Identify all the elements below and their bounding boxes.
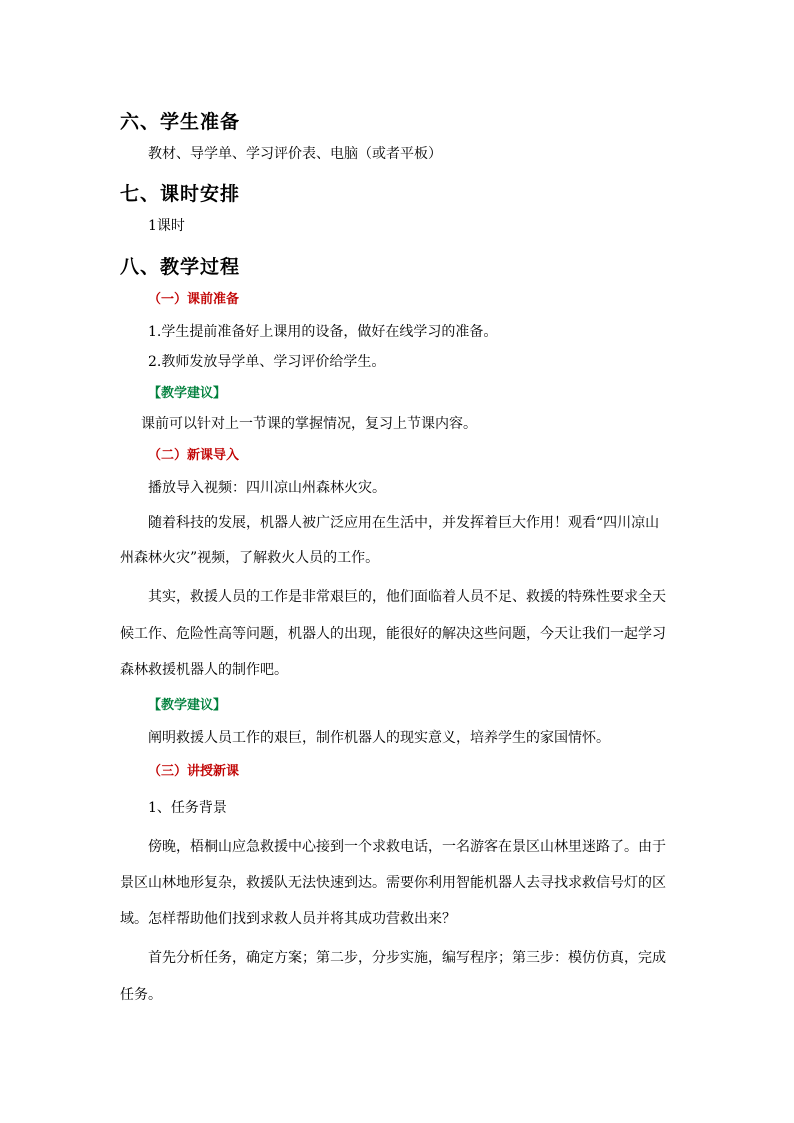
part3-subheading: 1、任务背景 — [148, 800, 227, 816]
part2-p2-line2: 州森林火灾”视频，了解救火人员的工作。 — [120, 550, 380, 566]
part1-title: （一）课前准备 — [148, 292, 240, 307]
part1-tip-body: 课前可以针对上一节课的掌握情况，复习上节课内容。 — [141, 416, 477, 432]
student-prep-text: 教材、导学单、学习评价表、电脑（或者平板） — [148, 146, 442, 162]
heading-schedule: 七、课时安排 — [120, 183, 241, 205]
part3-p1-line1: 傍晚，梧桐山应急救援中心接到一个求救电话，一名游客在景区山林里迷路了。由于 — [148, 839, 666, 855]
heading-teaching-process: 八、教学过程 — [120, 256, 241, 278]
part2-tip-body: 阐明救援人员工作的艰巨，制作机器人的现实意义，培养学生的家国情怀。 — [148, 730, 610, 746]
heading-student-prep: 六、学生准备 — [120, 111, 241, 133]
part1-item1: 1.学生提前准备好上课用的设备，做好在线学习的准备。 — [148, 324, 498, 340]
part2-p1: 播放导入视频：四川凉山州森林火灾。 — [148, 480, 386, 496]
part2-title: （二）新课导入 — [148, 448, 240, 463]
part3-p1-line2: 景区山林地形复杂，救援队无法快速到达。需要你利用智能机器人去寻找求救信号灯的区 — [120, 875, 666, 891]
part3-p2-line1: 首先分析任务，确定方案；第二步，分步实施，编写程序；第三步：模仿仿真，完成 — [148, 950, 666, 966]
part2-tip-label: 【教学建议】 — [148, 698, 227, 713]
part2-p2-line1: 随着科技的发展，机器人被广泛应用在生活中，并发挥着巨大作用！观看“四川凉山 — [148, 515, 660, 531]
part2-p3-line3: 森林救援机器人的制作吧。 — [120, 662, 288, 678]
part3-p2-line2: 任务。 — [120, 987, 162, 1003]
part1-item2: 2.教师发放导学单、学习评价给学生。 — [148, 354, 386, 370]
part2-p3-line2: 候工作、危险性高等问题，机器人的出现，能很好的解决这些问题，今天让我们一起学习 — [120, 626, 666, 642]
schedule-text: 1课时 — [148, 218, 185, 234]
part2-p3-line1: 其实，救援人员的工作是非常艰巨的，他们面临着人员不足、救援的特殊性要求全天 — [148, 589, 666, 605]
part3-p1-line3: 域。怎样帮助他们找到求救人员并将其成功营救出来？ — [120, 911, 456, 927]
part1-tip-label: 【教学建议】 — [148, 386, 227, 401]
part3-title: （三）讲授新课 — [148, 764, 240, 779]
